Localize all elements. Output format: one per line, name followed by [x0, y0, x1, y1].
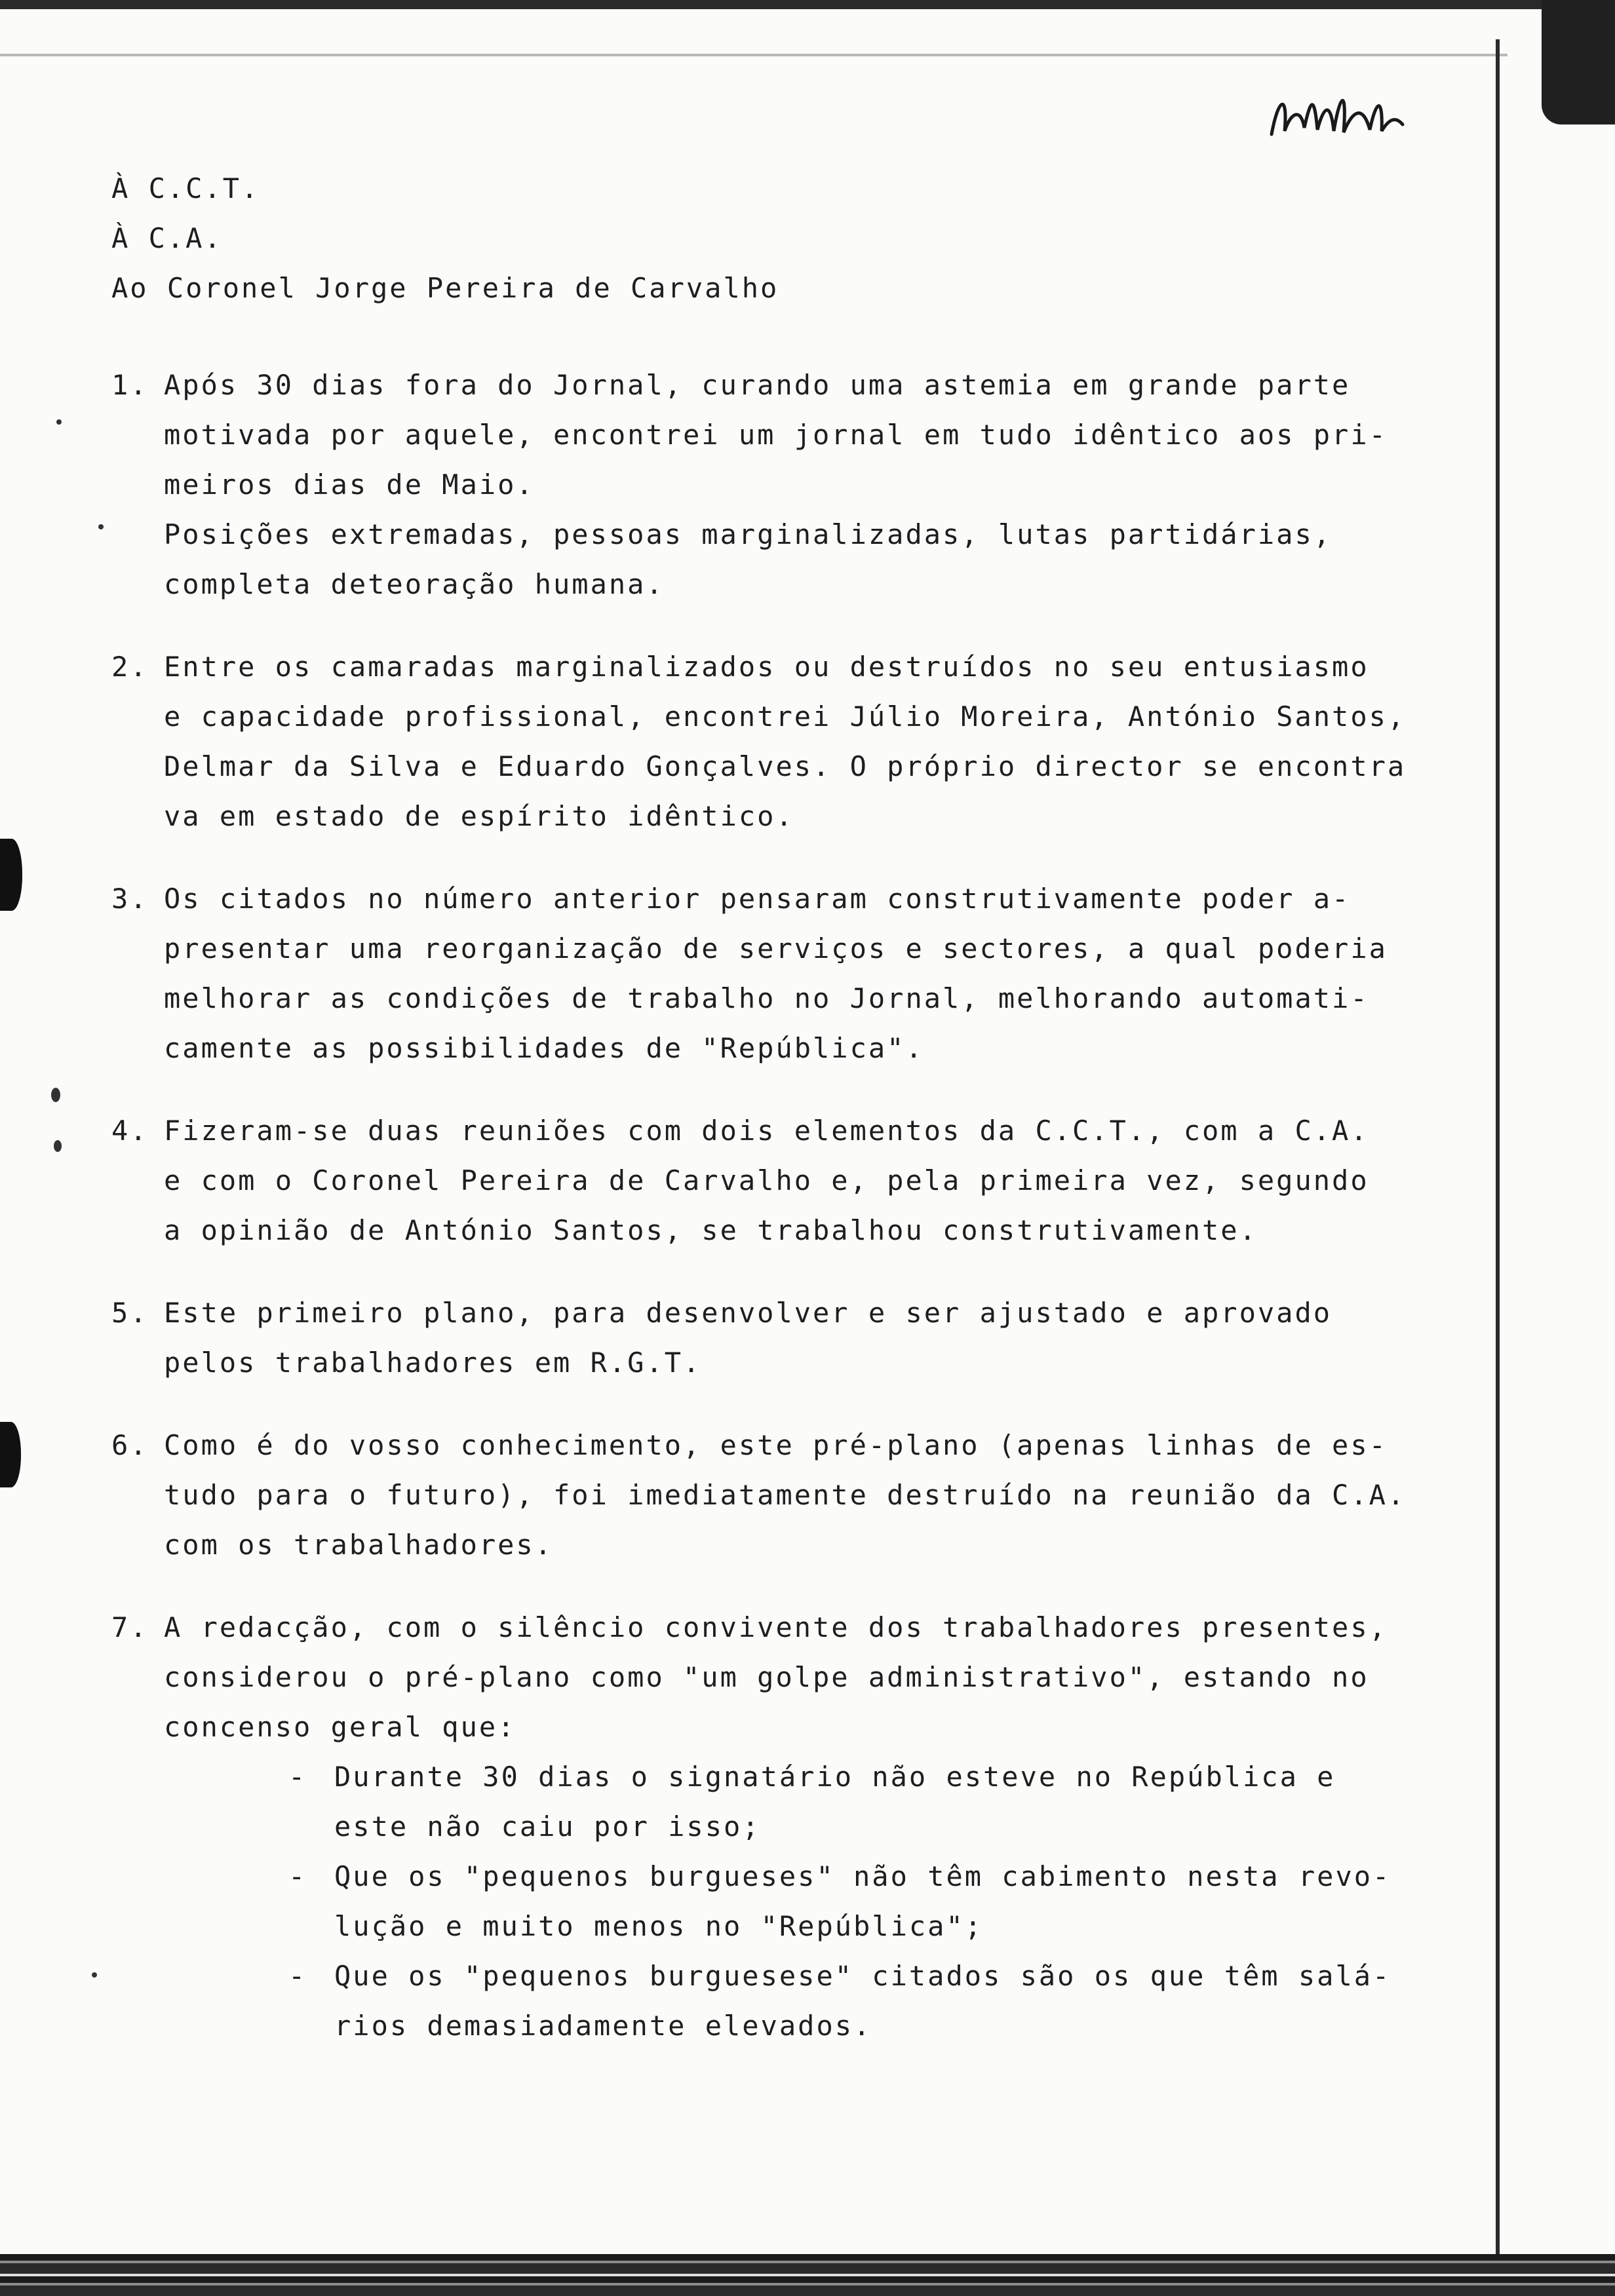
- paragraph-line: A redacção, com o silêncio convivente dos trabalhadores presentes,: [164, 1611, 1388, 1643]
- paragraph-line: Os citados no número anterior pensaram construtivamente poder a-: [164, 883, 1351, 915]
- paragraph-line: considerou o pré-plano como "um golpe administrativo", estando no: [164, 1661, 1369, 1693]
- letter-body: [111, 164, 1435, 2051]
- scan-speck: [98, 524, 104, 529]
- dash-marker: -: [288, 1761, 307, 1793]
- paragraph-number: 3.: [111, 883, 149, 915]
- paragraph-number: 6.: [111, 1429, 149, 1461]
- paragraph-line: presentar uma reorganização de serviços e sectores, a qual poderia: [164, 932, 1388, 965]
- scan-top-edge: [0, 0, 1615, 9]
- paragraph-line: Este primeiro plano, para desenvolver e ser ajustado e aprovado: [164, 1297, 1333, 1329]
- dash-item-line: Que os "pequenos burguesese" citados são os que têm salá-: [334, 1960, 1391, 1992]
- paragraph-line: Fizeram-se duas reuniões com dois elementos da C.C.T., com a C.A.: [164, 1115, 1369, 1147]
- paragraph-line: completa deteoração humana.: [164, 568, 665, 600]
- paragraph-number: 1.: [111, 369, 149, 401]
- paragraph-line: tudo para o futuro), foi imediatamente destruído na reunião da C.A.: [164, 1479, 1407, 1511]
- paragraph-line: e com o Coronel Pereira de Carvalho e, pela primeira vez, segundo: [164, 1164, 1369, 1196]
- numbered-paragraph-7: [111, 1603, 1435, 1752]
- addressee-line: À C.C.T.: [111, 172, 260, 204]
- paragraph-line: va em estado de espírito idêntico.: [164, 800, 794, 832]
- paragraph-line: motivada por aquele, encontrei um jornal em tudo idêntico aos pri-: [164, 419, 1388, 451]
- paragraph-line: Posições extremadas, pessoas marginalizadas, lutas partidárias,: [164, 518, 1333, 550]
- paragraph-number: 7.: [111, 1611, 149, 1643]
- paragraph-line: meiros dias de Maio.: [164, 469, 535, 501]
- punch-hole-mark: [0, 1422, 21, 1487]
- scan-speck: [92, 1972, 97, 1978]
- scan-corner-shadow: [1542, 0, 1615, 124]
- paragraph-line: Como é do vosso conhecimento, este pré-plano (apenas linhas de es-: [164, 1429, 1388, 1461]
- paragraph-line: concenso geral que:: [164, 1711, 516, 1743]
- dash-item-line: Que os "pequenos burgueses" não têm cabimento nesta revo-: [334, 1860, 1391, 1892]
- dash-list-item: [288, 1951, 1435, 2051]
- dash-item-line: rios demasiadamente elevados.: [334, 2010, 872, 2042]
- addressee-line: Ao Coronel Jorge Pereira de Carvalho: [111, 272, 779, 304]
- paragraph-number: 2.: [111, 651, 149, 683]
- numbered-paragraph-1: [111, 360, 1435, 609]
- scan-speck: [51, 1088, 60, 1102]
- paragraph-line: Entre os camaradas marginalizados ou destruídos no seu entusiasmo: [164, 651, 1369, 683]
- paragraph-line: melhorar as condições de trabalho no Jornal, melhorando automati-: [164, 982, 1369, 1014]
- paragraph-number: 4.: [111, 1115, 149, 1147]
- dash-item-line: Durante 30 dias o signatário não esteve no República e: [334, 1761, 1336, 1793]
- paragraph-line: com os trabalhadores.: [164, 1529, 554, 1561]
- paragraph-line: Delmar da Silva e Eduardo Gonçalves. O próprio director se encontra: [164, 750, 1407, 782]
- punch-hole-mark: [0, 839, 22, 911]
- dash-item-line: lução e muito menos no "República";: [334, 1910, 984, 1942]
- dash-marker: -: [288, 1860, 307, 1892]
- scan-right-edge: [1496, 39, 1500, 2254]
- scan-bottom-edge: [0, 2254, 1615, 2296]
- numbered-paragraph-3: [111, 874, 1435, 1073]
- scan-top-line: [0, 54, 1508, 56]
- paragraph-line: a opinião de António Santos, se trabalhou construtivamente.: [164, 1214, 1258, 1246]
- dash-marker: -: [288, 1960, 307, 1992]
- numbered-paragraph-6: [111, 1421, 1435, 1570]
- dash-item-line: este não caiu por isso;: [334, 1810, 761, 1843]
- paragraph-line: pelos trabalhadores em R.G.T.: [164, 1347, 702, 1379]
- paragraph-line: camente as possibilidades de "República".: [164, 1032, 924, 1064]
- paragraph-line: Após 30 dias fora do Jornal, curando uma astemia em grande parte: [164, 369, 1351, 401]
- dash-list: [111, 1752, 1435, 2051]
- paragraph-line: e capacidade profissional, encontrei Júlio Moreira, António Santos,: [164, 700, 1407, 733]
- numbered-paragraph-2: [111, 642, 1435, 841]
- dash-list-item: [288, 1852, 1435, 1951]
- signature-mark: [1265, 72, 1409, 151]
- addressee-block: [111, 164, 1435, 313]
- addressee-line: À C.A.: [111, 222, 223, 254]
- paragraph-number: 5.: [111, 1297, 149, 1329]
- scan-speck: [54, 1140, 62, 1152]
- numbered-paragraph-4: [111, 1106, 1435, 1255]
- dash-list-item: [288, 1752, 1435, 1852]
- scan-speck: [56, 419, 62, 425]
- numbered-paragraph-5: [111, 1288, 1435, 1388]
